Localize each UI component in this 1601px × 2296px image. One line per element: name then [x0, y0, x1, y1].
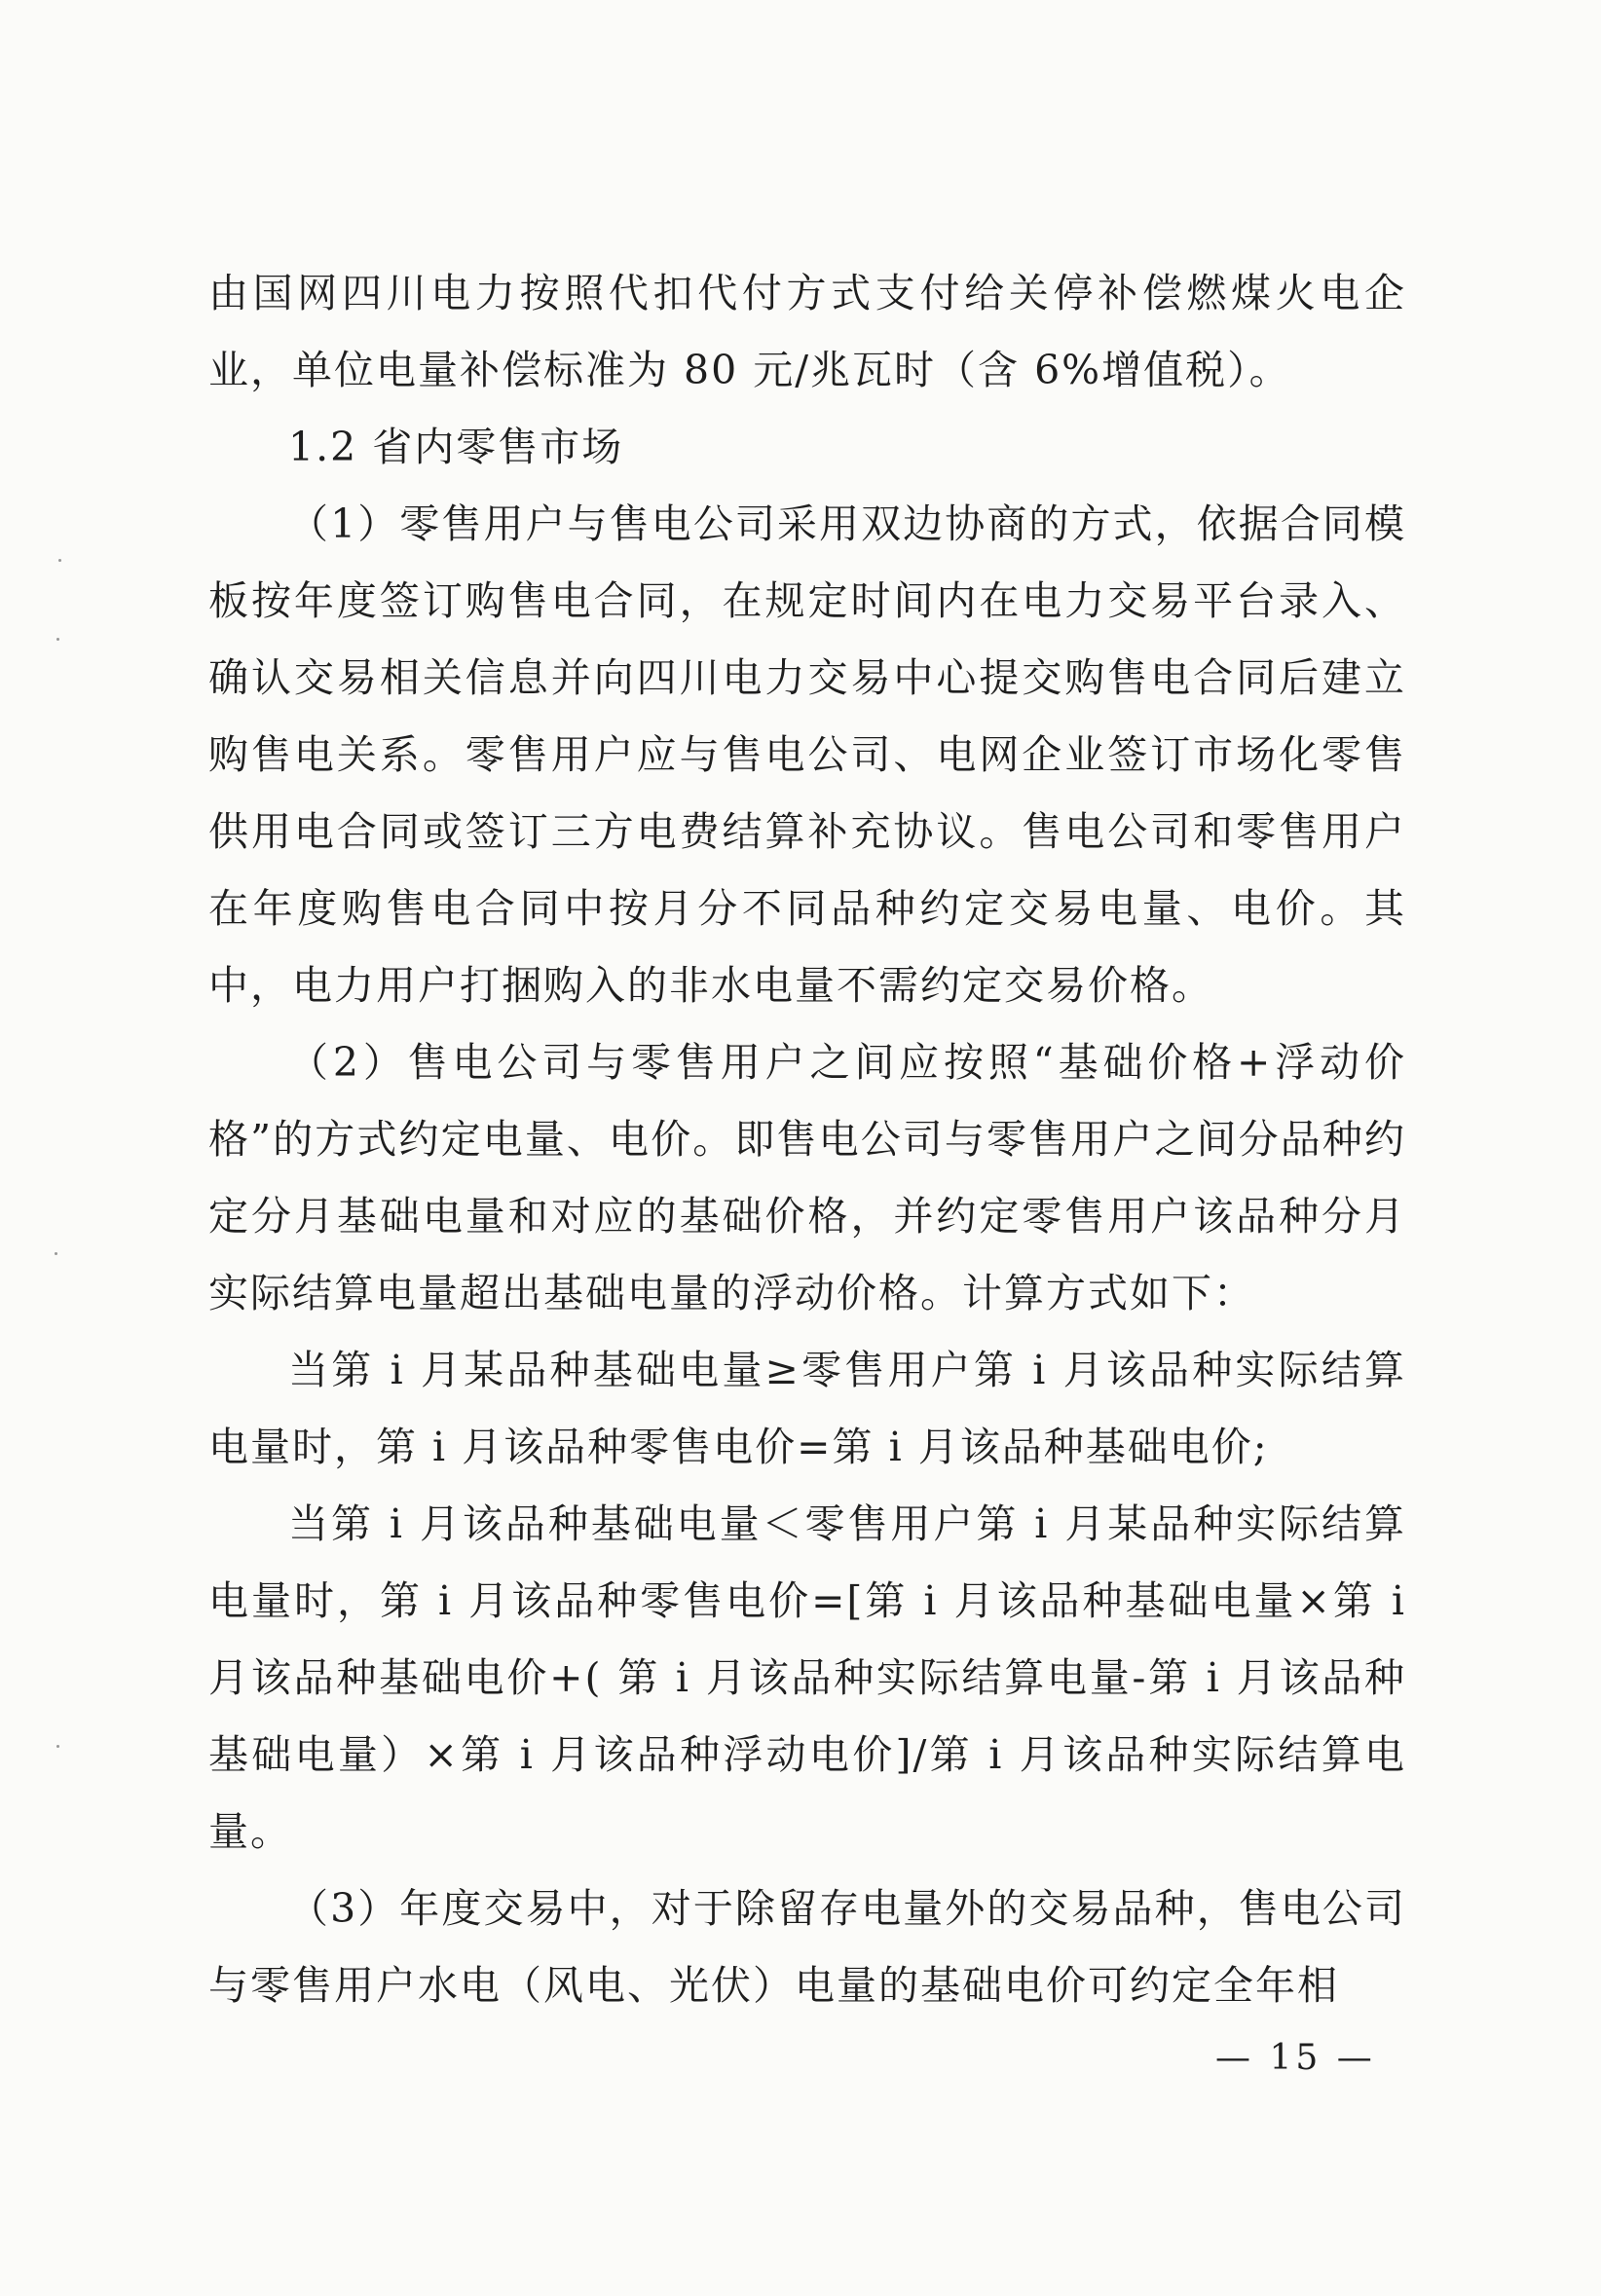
paragraph-compensation: 由国网四川电力按照代扣代付方式支付给关停补偿燃煤火电企业，单位电量补偿标准为 80 元/兆瓦时（含 6%增值税）。 [208, 270, 1406, 393]
scan-artifact-dot [56, 638, 59, 641]
paragraph-formula-case-1: 当第 i 月某品种基础电量≥零售用户第 i 月该品种实际结算电量时，第 i 月该品种零售电价=第 i 月该品种基础电价; [208, 1347, 1406, 1470]
scan-artifact-dot [56, 1745, 59, 1748]
scan-artifact-dot [55, 1252, 57, 1255]
paragraph-item-1: （1）零售用户与售电公司采用双边协商的方式，依据合同模板按年度签订购售电合同，在规定时间内在电力交易平台录入、确认交易相关信息并向四川电力交易中心提交购售电合同后建立购售电关系。零售用户应与售电公司、电网企业签订市场化零售供用电合同或签订三方电费结算补充协议。售电公司和零售用户在年度购售电合同中按月分不同品种约定交易电量、电价。其中，电力用户打捆购入的非水电量不需约定交易价格。 [208, 500, 1406, 1009]
paragraph-item-2: （2）售电公司与零售用户之间应按照“基础价格+浮动价格”的方式约定电量、电价。即售电公司与零售用户之间分品种约定分月基础电量和对应的基础价格，并约定零售用户该品种分月实际结算电量超出基础电量的浮动价格。计算方式如下： [208, 1039, 1406, 1316]
scan-artifact-dot [58, 559, 61, 562]
page-number: — 15 — [1215, 2038, 1376, 2078]
paragraph-formula-case-2: 当第 i 月该品种基础电量＜零售用户第 i 月某品种实际结算电量时，第 i 月该品种零售电价=[第 i 月该品种基础电量×第 i 月该品种基础电价+( 第 i 月该品种实际结算电量-第 i 月该品种基础电量）×第 i 月该品种浮动电价]/第 i 月该品种实际结算电量。 [208, 1500, 1406, 1855]
section-heading-retail-market: 1.2 省内零售市场 [288, 424, 624, 470]
body-text [208, 255, 1406, 2024]
paragraph-item-3: （3）年度交易中，对于除留存电量外的交易品种，售电公司与零售用户水电（风电、光伏）电量的基础电价可约定全年相 [208, 1885, 1406, 2009]
